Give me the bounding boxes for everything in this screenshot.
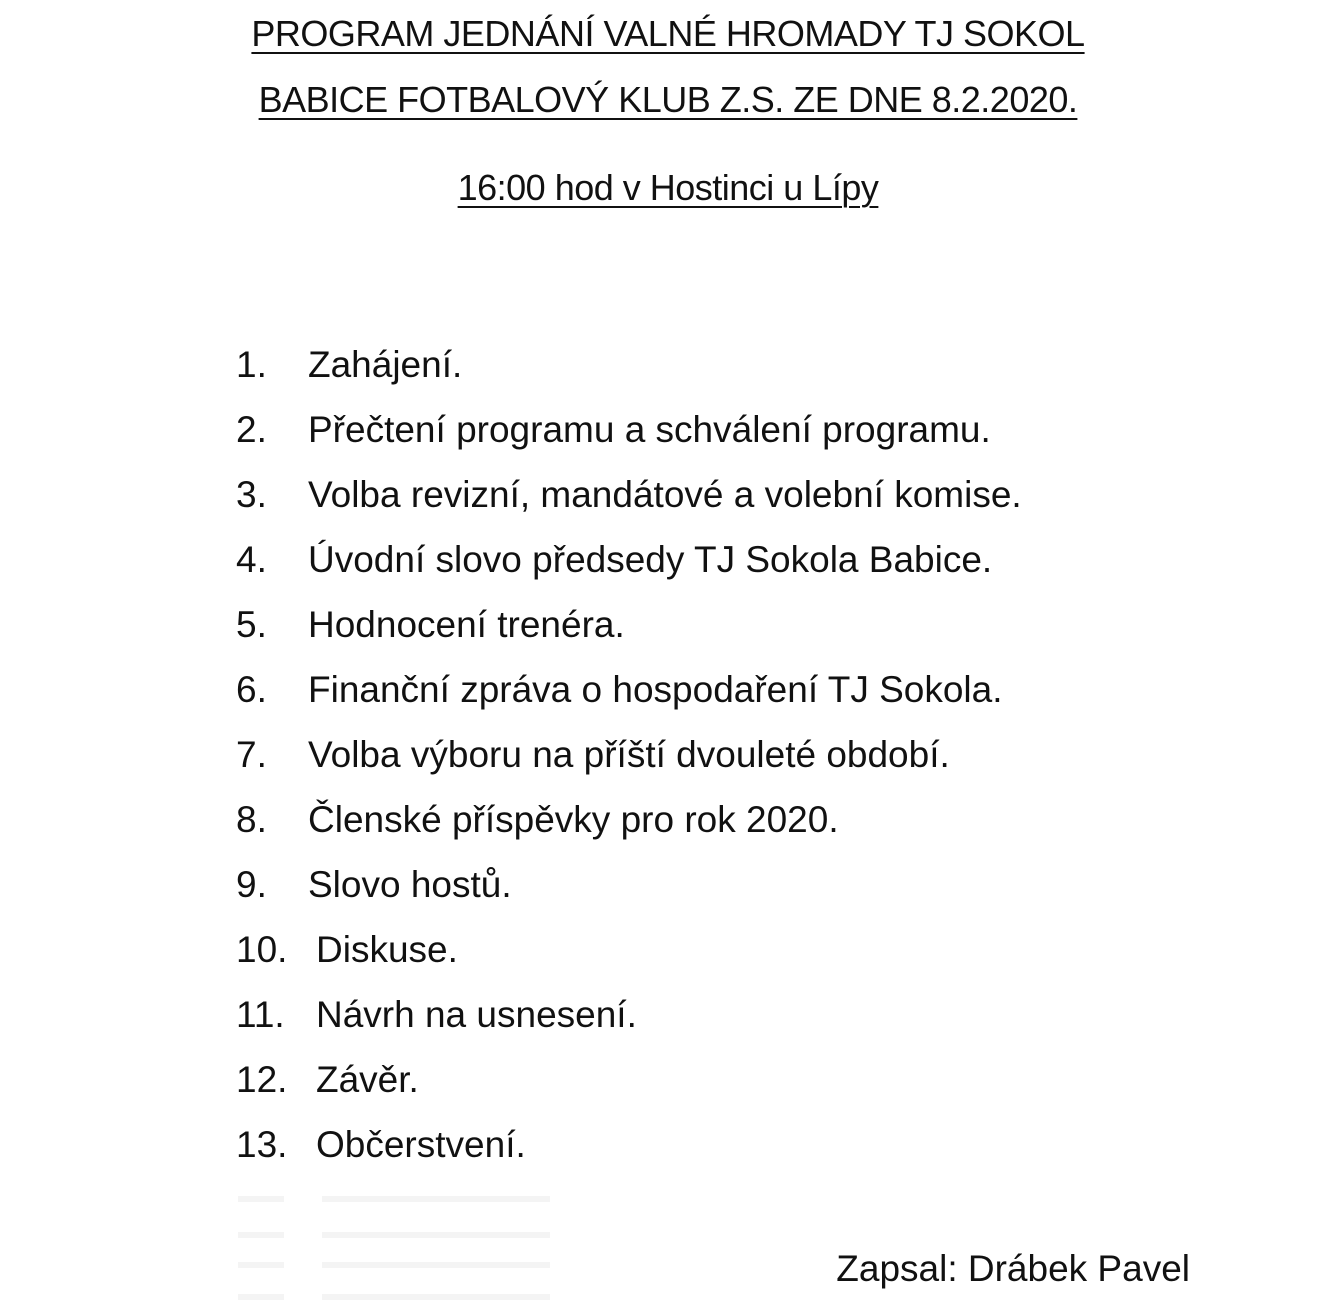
agenda-item-number: 5. [236,604,267,645]
agenda-item-text: Přečtení programu a schválení programu. [308,409,991,450]
agenda-item-number: 13. [236,1124,288,1165]
agenda-item-number: 3. [236,474,267,515]
agenda-item [236,600,1022,665]
agenda-item [236,470,1022,535]
agenda-item-text: Úvodní slovo předsedy TJ Sokola Babice. [308,539,993,580]
agenda-item [236,730,1022,795]
agenda-item-number: 7. [236,734,267,775]
agenda-item-text: Zahájení. [308,344,463,385]
agenda-item-number: 10. [236,929,288,970]
recorder-signature-line: Zapsal: Drábek Pavel [836,1248,1190,1289]
agenda-item-text: Členské příspěvky pro rok 2020. [308,799,839,840]
title-line-2-text: BABICE FOTBALOVÝ KLUB Z.S. ZE DNE 8.2.2020. [258,79,1078,120]
document-subtitle [0,168,1336,208]
agenda-item-text: Slovo hostů. [308,864,512,905]
agenda-item [236,665,1022,730]
faded-text-artifact [238,1294,550,1300]
agenda-item-number: 2. [236,409,267,450]
agenda-item [236,405,1022,470]
agenda-item [236,1120,1022,1185]
agenda-item [236,925,1022,990]
agenda-item-number: 12. [236,1059,288,1100]
agenda-item-text: Návrh na usnesení. [316,994,637,1035]
agenda-item [236,1055,1022,1120]
agenda-item [236,795,1022,860]
agenda-item [236,990,1022,1055]
agenda-item-number: 9. [236,864,267,905]
agenda-list [236,340,1022,1185]
agenda-item [236,340,1022,405]
faded-text-artifact [238,1262,550,1268]
agenda-item-text: Finanční zpráva o hospodaření TJ Sokola. [308,669,1003,710]
agenda-item-text: Hodnocení trenéra. [308,604,625,645]
document-title-line-2 [0,80,1336,120]
agenda-item-number: 8. [236,799,267,840]
faded-text-artifact [238,1196,550,1202]
agenda-item-number: 1. [236,344,267,385]
document-title-line-1 [0,14,1336,54]
agenda-item-number: 11. [236,994,285,1035]
agenda-item [236,535,1022,600]
agenda-item-text: Závěr. [316,1059,419,1100]
agenda-item-number: 4. [236,539,267,580]
agenda-item-text: Volba revizní, mandátové a volební komise. [308,474,1022,515]
agenda-item [236,860,1022,925]
title-line-1-text: PROGRAM JEDNÁNÍ VALNÉ HROMADY TJ SOKOL [251,13,1085,54]
agenda-item-number: 6. [236,669,267,710]
agenda-item-text: Občerstvení. [316,1124,526,1165]
faded-text-artifact [238,1232,550,1238]
subtitle-text: 16:00 hod v Hostinci u Lípy [457,167,879,208]
agenda-item-text: Volba výboru na příští dvouleté období. [308,734,950,775]
agenda-item-text: Diskuse. [316,929,458,970]
